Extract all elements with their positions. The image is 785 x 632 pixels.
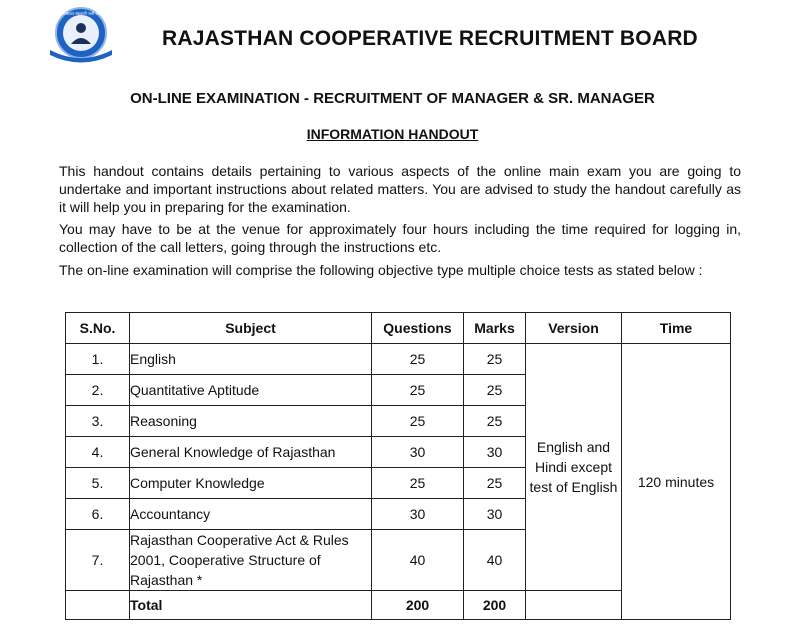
subject-cell: Rajasthan Cooperative Act & Rules 2001, Cooperative Structure of Rajasthan * <box>130 530 372 591</box>
header-time: Time <box>622 313 731 344</box>
subject-cell: Computer Knowledge <box>130 468 372 499</box>
header-version: Version <box>526 313 622 344</box>
marks-cell: 40 <box>464 530 526 591</box>
header-sno: S.No. <box>66 313 130 344</box>
questions-cell: 30 <box>372 437 464 468</box>
sno-cell: 4. <box>66 437 130 468</box>
questions-cell: 30 <box>372 499 464 530</box>
marks-cell: 30 <box>464 437 526 468</box>
table-row <box>66 344 731 375</box>
exam-table <box>65 312 731 620</box>
questions-cell: 25 <box>372 375 464 406</box>
sno-cell: 1. <box>66 344 130 375</box>
total-version-cell <box>526 591 622 620</box>
total-questions: 200 <box>372 591 464 620</box>
subject-cell: English <box>130 344 372 375</box>
logo-text: राजस्थान सहकारी भर्ती बोर्ड <box>61 11 101 16</box>
sno-cell: 6. <box>66 499 130 530</box>
questions-cell: 25 <box>372 406 464 437</box>
total-label: Total <box>130 591 372 620</box>
sno-cell: 7. <box>66 530 130 591</box>
exam-title: ON-LINE EXAMINATION - RECRUITMENT OF MANAGER & SR. MANAGER <box>130 90 655 107</box>
time-cell: 120 minutes <box>622 344 731 620</box>
marks-cell: 25 <box>464 375 526 406</box>
board-title: RAJASTHAN COOPERATIVE RECRUITMENT BOARD <box>162 27 698 50</box>
table-header-row <box>66 313 731 344</box>
questions-cell: 25 <box>372 468 464 499</box>
total-marks: 200 <box>464 591 526 620</box>
sno-cell: 3. <box>66 406 130 437</box>
marks-cell: 30 <box>464 499 526 530</box>
questions-cell: 40 <box>372 530 464 591</box>
board-logo-icon <box>46 6 116 64</box>
marks-cell: 25 <box>464 468 526 499</box>
header-marks: Marks <box>464 313 526 344</box>
total-sno-cell <box>66 591 130 620</box>
venue-paragraph: You may have to be at the venue for approximately four hours including the time required for logging in, collection of the call letters, going through the instructions etc. <box>59 221 741 255</box>
version-cell: English and Hindi except test of English <box>526 344 622 591</box>
header-subject: Subject <box>130 313 372 344</box>
subject-cell: Accountancy <box>130 499 372 530</box>
questions-cell: 25 <box>372 344 464 375</box>
subject-cell: General Knowledge of Rajasthan <box>130 437 372 468</box>
handout-title: INFORMATION HANDOUT <box>306 126 479 142</box>
subject-cell: Reasoning <box>130 406 372 437</box>
intro-paragraph: This handout contains details pertaining to various aspects of the online main exam you are going to undertake and important instructions about related matters. You are advised to study the handout carefully as it will help you in preparing for the examination. <box>59 163 741 215</box>
header-questions: Questions <box>372 313 464 344</box>
sno-cell: 5. <box>66 468 130 499</box>
marks-cell: 25 <box>464 344 526 375</box>
marks-cell: 25 <box>464 406 526 437</box>
sno-cell: 2. <box>66 375 130 406</box>
subject-cell: Quantitative Aptitude <box>130 375 372 406</box>
tests-paragraph: The on-line examination will comprise the following objective type multiple choice tests as stated below : <box>59 262 703 278</box>
